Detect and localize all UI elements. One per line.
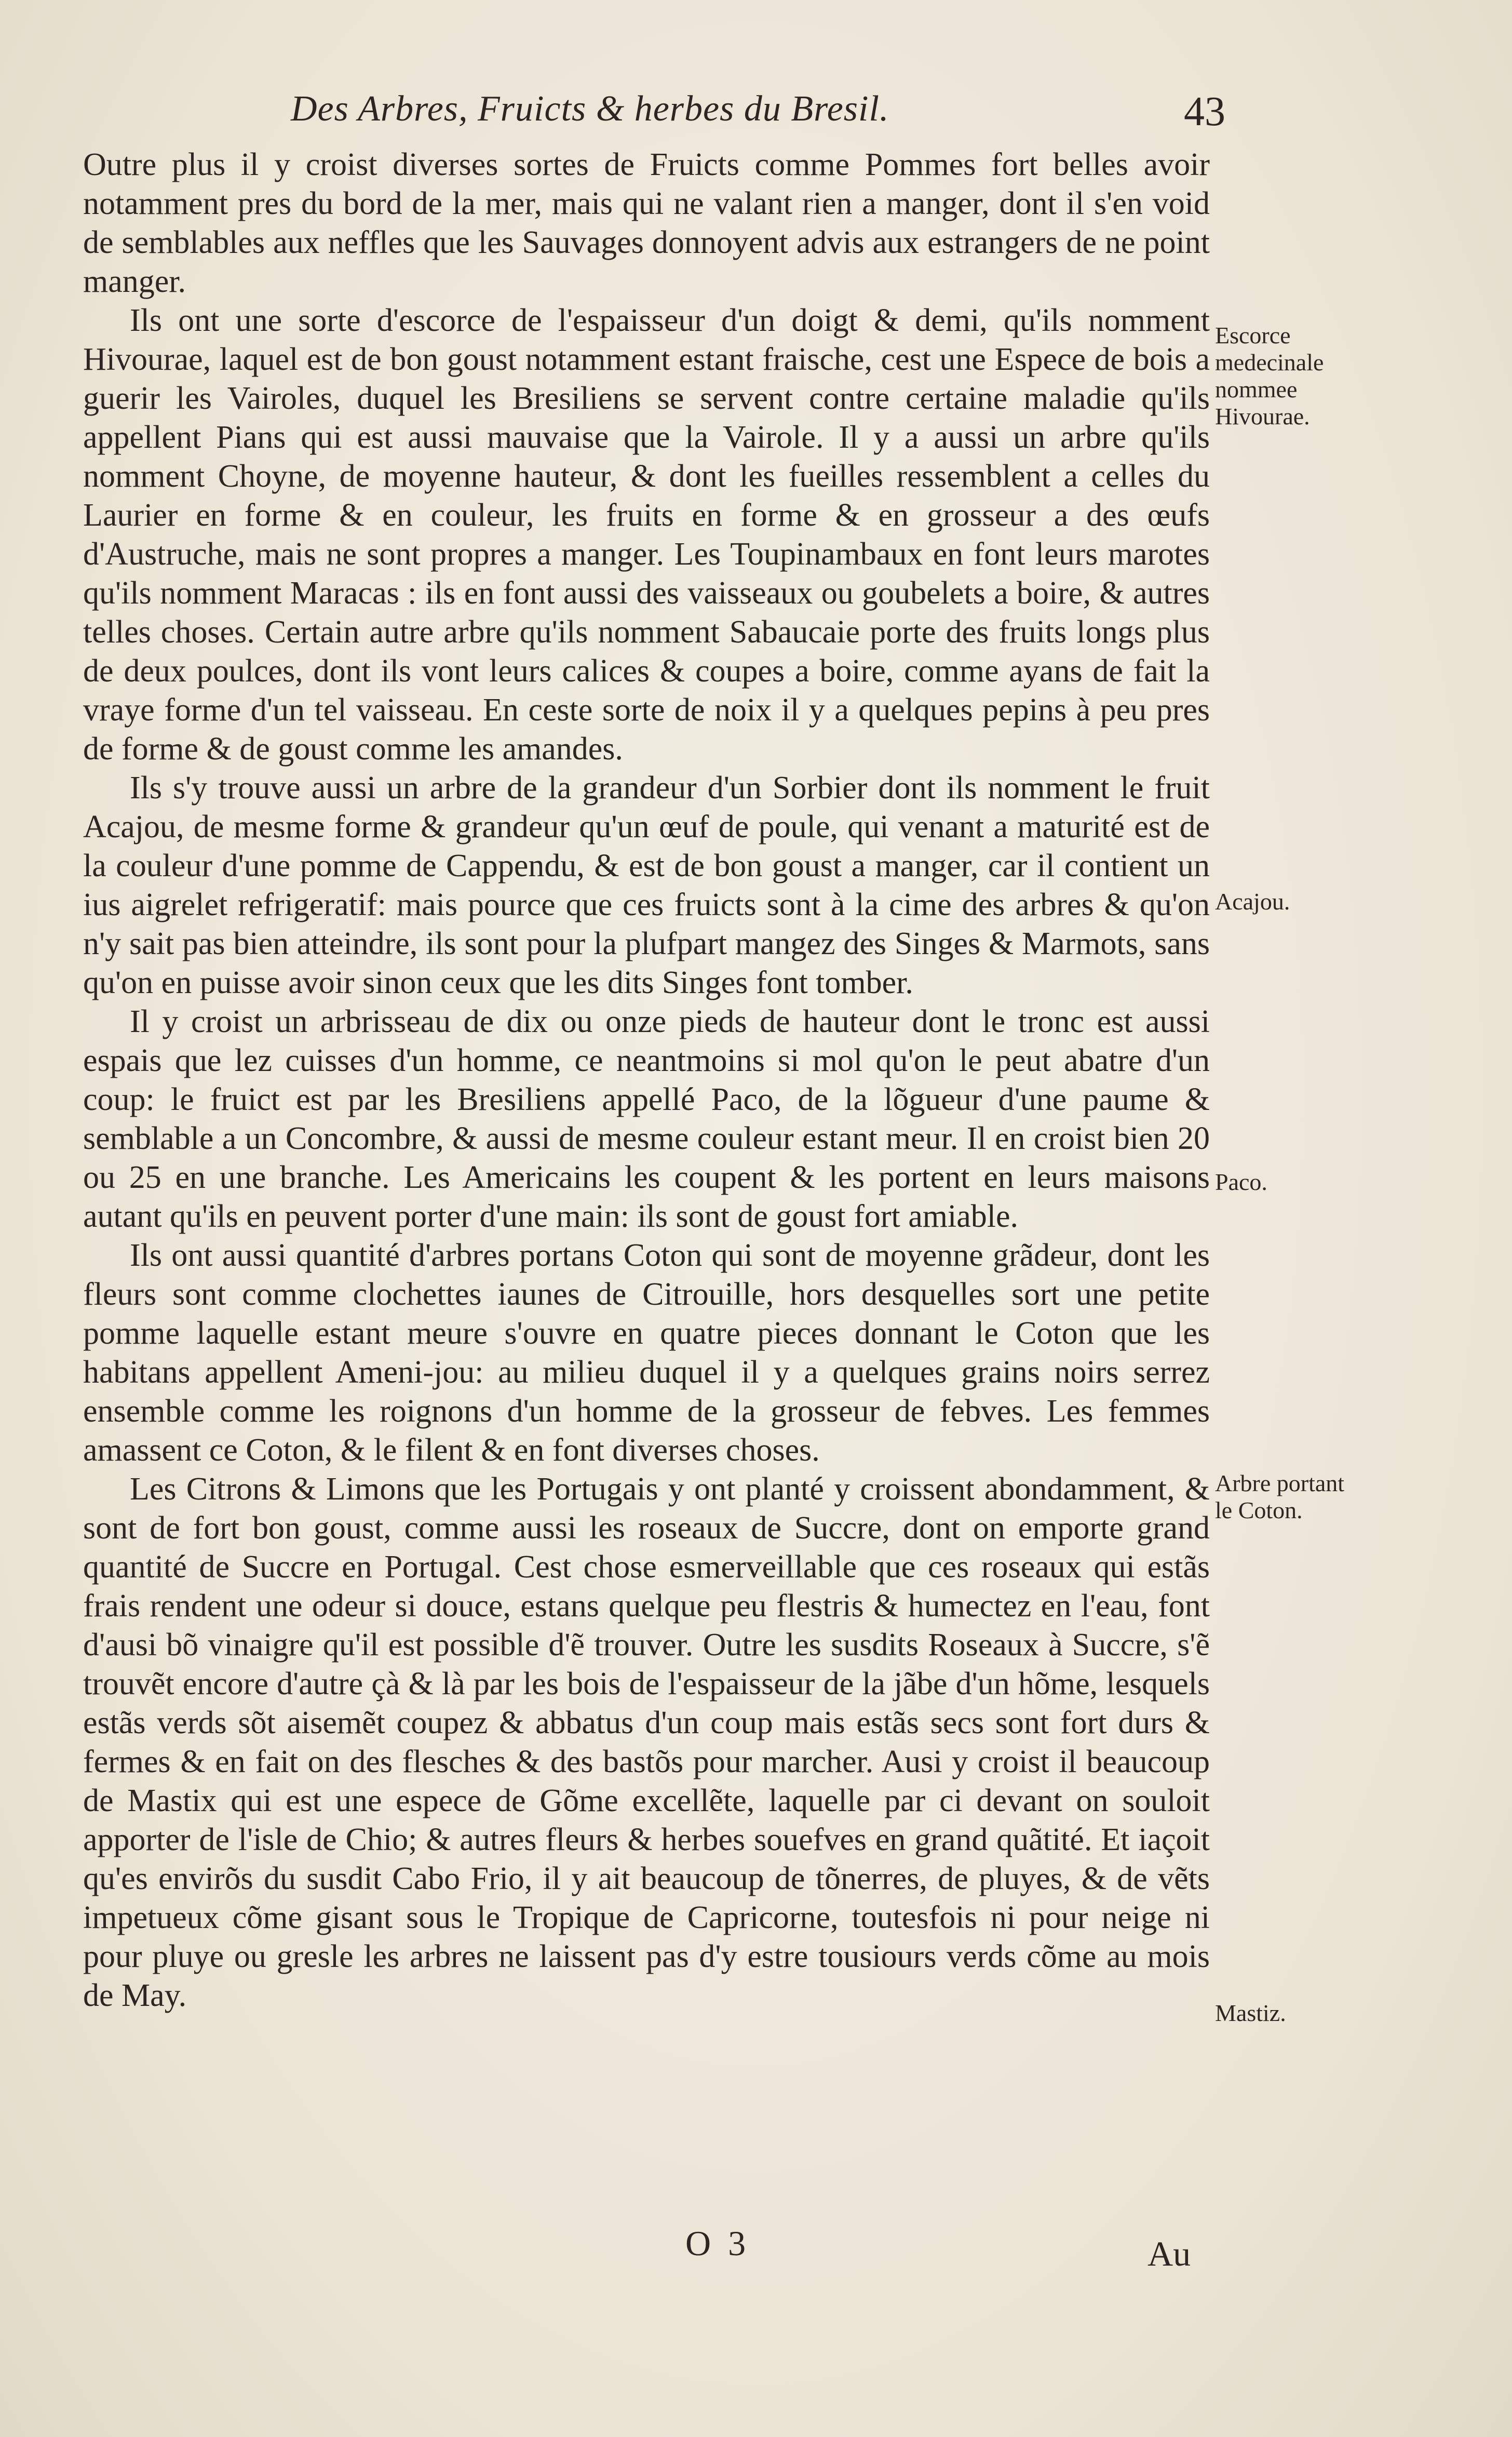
paragraph-acajou: Ils s'y trouve aussi un arbre de la grandeur d'un Sorbier dont ils nomment le fruit Acajou, de mesme forme & grandeur qu'un œuf de poule, qui venant a maturité est de la couleur d'une pomme de Cappendu, & est de bon goust a manger, car il contient un ius aigrelet refrigeratif: mais pource que ces fruicts sont à la cime des arbres & qu'on n'y sait pas bien atteindre, ils sont pour la plufpart mangez des Singes & Marmots, sans qu'on en puisse avoir sinon ceux que les dits Singes font tomber. [83,770,1210,1000]
paragraph-escorce: Ils ont une sorte d'escorce de l'espaisseur d'un doigt & demi, qu'ils nomment Hivourae, laquel est de bon goust notamment estant fraische, cest une Espece de bois a guerir les Vairoles, duquel les Bresiliens se servent contre certaine maladie qu'ils appellent Pians qui est aussi mauvaise que la Vairole. Il y a aussi un arbre qu'ils nomment Choyne, de moyenne hauteur, & dont les fueilles ressemblent a celles du Laurier en forme & en couleur, les fruits en forme & en grosseur a des œufs d'Austruche, mais ne sont propres a manger. Les Toupinambaux en font leurs marotes qu'ils nomment Maracas : ils en font aussi des vaisseaux ou goubelets a boire, & autres telles choses. Certain autre arbre qu'ils nomment Sabaucaie porte des fruits longs plus de deux poulces, dont ils vont leurs calices & coupes a boire, comme ayans de fait la vraye forme d'un tel vaisseau. En ceste sorte de noix il y a quelques pepins à peu pres de forme & de goust comme les amandes. [83,303,1210,767]
margin-note-coton: Arbre portant le Coton. [1215,1470,1345,1523]
paragraph-coton: Ils ont aussi quantité d'arbres portans Coton qui sont de moyenne grãdeur, dont les fleurs sont comme clochettes iaunes de Citrouille, hors desquelles sort une petite pomme laquelle estant meure s'ouvre en quatre pieces donnant le Coton que les habitans appellent Ameni-jou: au milieu duquel il y a quelques grains noirs serrez ensemble comme les roignons d'un homme de la grosseur de febves. Les femmes amassent ce Coton, & le filent & en font diverses choses. [83,1238,1210,1468]
margin-note-mastiz: Mastiz. [1215,2000,1286,2026]
margin-note-acajou: Acajou. [1215,888,1290,915]
page-header [291,88,1225,140]
running-title: Des Arbres, Fruicts & herbes du Bresil. [291,89,889,129]
main-text [83,145,1210,2015]
catchword: Au [1148,2234,1191,2273]
paragraph-citrons: Les Citrons & Limons que les Portugais y ont planté y croissent abondamment, & sont de fort bon goust, comme aussi les roseaux de Succre, dont on emporte grand quantité de Succre en Portugal. Cest chose esmerveillable que ces roseaux qui estãs frais rendent une odeur si douce, estans quelque peu flestris & humectez en l'eau, font d'ausi bõ vinaigre qu'il est possible d'ẽ trouver. Outre les susdits Roseaux à Succre, s'ẽ trouvẽt encore d'autre çà & là par les bois de l'espaisseur de la jãbe d'un hõme, lesquels estãs verds sõt aisemẽt coupez & abbatus d'un coup mais estãs secs sont fort durs & fermes & en fait on des flesches & des bastõs pour marcher. Ausi y croist il beaucoup de Mastix qui est une espece de Gõme excellẽte, laquelle par ci devant on souloit apporter de l'isle de Chio; & autres fleurs & herbes souefves en grand quãtité. Et iaçoit qu'es envirõs du susdit Cabo Frio, il y ait beaucoup de tõnerres, de pluyes, & de vẽts impetueux cõme gisant sous le Tropique de Capricorne, toutesfois ni pour neige ni pour pluye ou gresle les arbres ne laissent pas d'y estre tousiours verds cõme au mois de May. [83,1471,1210,2013]
paragraph-fruits: Outre plus il y croist diverses sortes de Fruicts comme Pommes fort belles avoir notamment pres du bord de la mer, mais qui ne valant rien a manger, dont il s'en void de semblables aux neffles que les Sauvages donnoyent advis aux estrangers de ne point manger. [83,147,1210,299]
paragraph-paco: Il y croist un arbrisseau de dix ou onze pieds de hauteur dont le tronc est aussi espais que lez cuisses d'un homme, ce neantmoins si mol qu'on le peut abatre d'un coup: le fruict est par les Bresiliens appellé Paco, de la lõgueur d'une paume & semblable a un Concombre, & aussi de mesme couleur estant meur. Il en croist bien 20 ou 25 en une branche. Les Americains les coupent & les portent en leurs maisons autant qu'ils en peuvent porter d'une main: ils sont de goust fort amiable. [83,1004,1210,1234]
margin-note-paco: Paco. [1215,1169,1267,1195]
margin-note-escorce: Escorce medecinale nommee Hivourae. [1215,322,1324,430]
signature-mark: O 3 [685,2224,750,2263]
page-number: 43 [1184,89,1225,135]
